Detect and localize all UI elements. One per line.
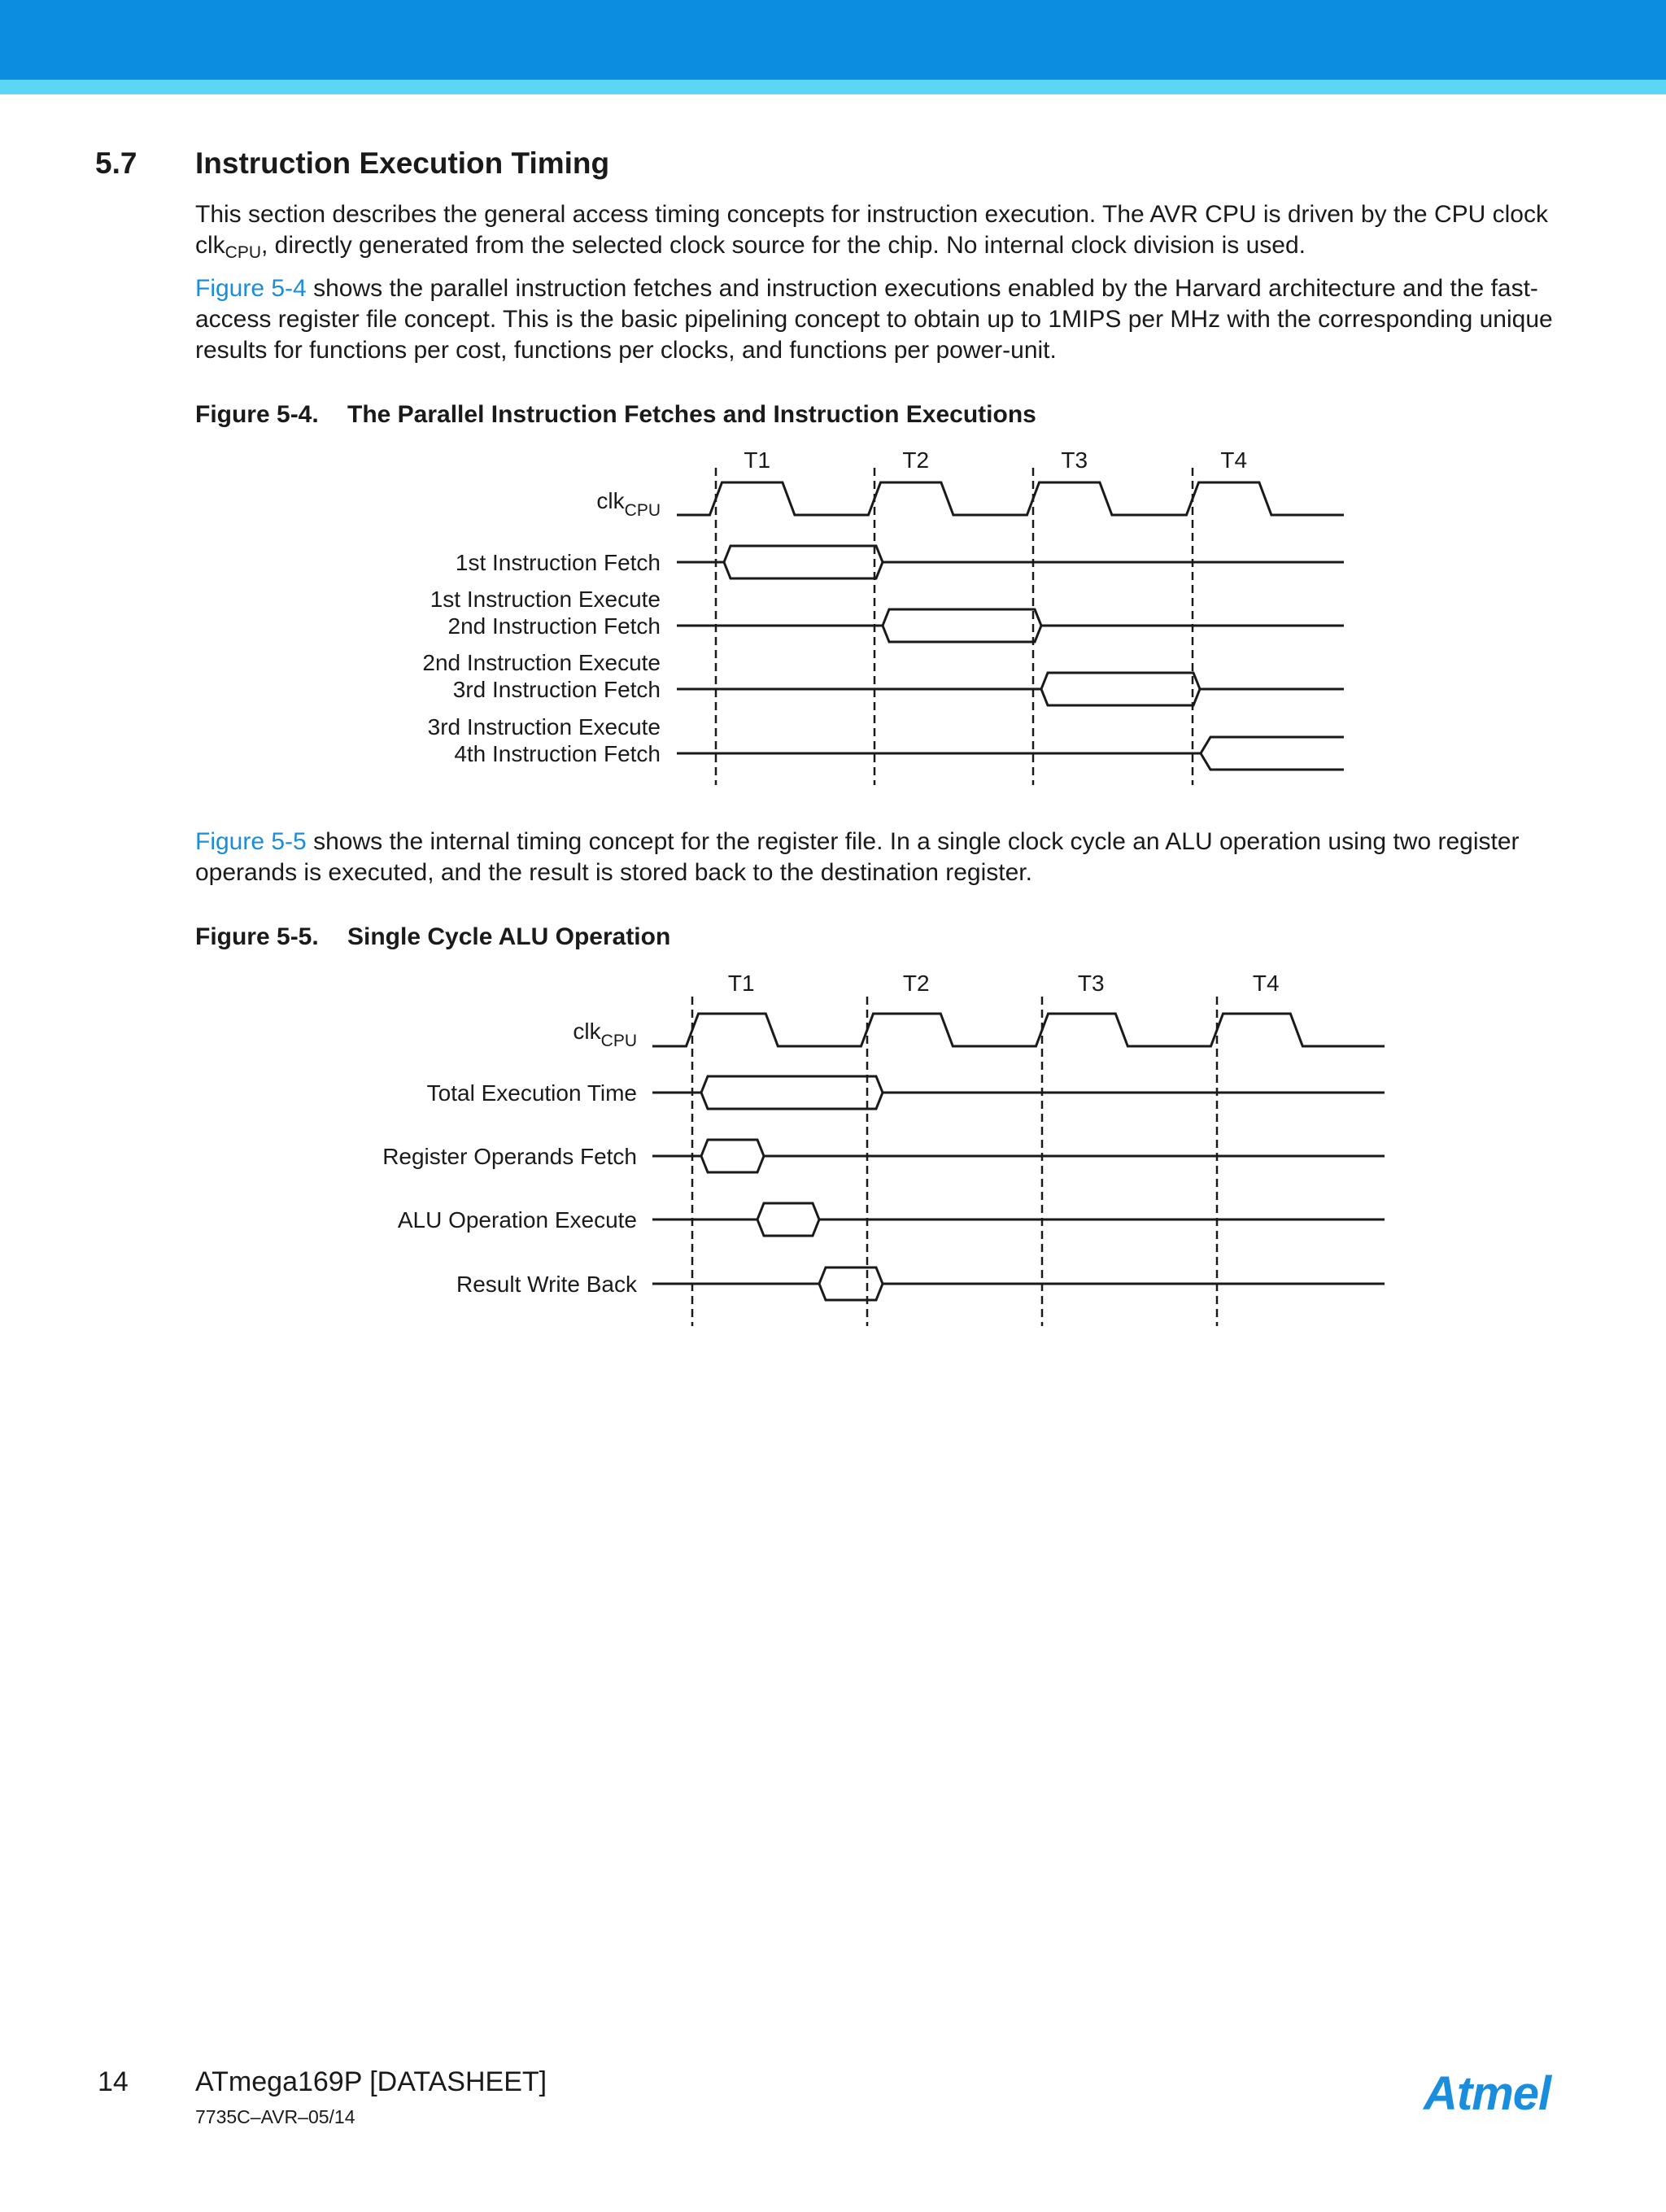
signal-label: 1st Instruction Fetch (455, 550, 661, 575)
active-interval (1201, 753, 1344, 770)
figure-5-4-title: The Parallel Instruction Fetches and Instruction Executions (347, 401, 1036, 428)
footer-page-number: 14 (98, 2066, 129, 2097)
active-interval (883, 609, 1041, 642)
signal-label: Result Write Back (456, 1272, 637, 1297)
signal-label: 2nd Instruction Execute 3rd Instruction Fetch (422, 650, 661, 702)
clock-label: clk$_{CPU}$ (596, 488, 661, 520)
active-interval (819, 1267, 883, 1300)
active-interval (1041, 673, 1200, 705)
header-bar (0, 0, 1666, 80)
active-interval (724, 546, 883, 578)
active-interval (701, 1076, 883, 1109)
footer-title: ATmega169P [DATASHEET] (195, 2066, 547, 2097)
period-label: T1 (744, 447, 771, 473)
atmel-logo: Atmel (1424, 2067, 1551, 2120)
signal-label: Total Execution Time (426, 1080, 637, 1106)
figure-5-5-paragraph-text: shows the internal timing concept for the register file. In a single clock cycle an ALU operation using two register operands is executed, and the result is stored back to the destination register. (195, 828, 1520, 886)
figure-5-4-number: Figure 5-4. (195, 401, 319, 428)
footer-doc-number: 7735C–AVR–05/14 (195, 2106, 355, 2127)
intro-text-1: This section describes the general access timing concepts for instruction execution. The AVR CPU is driven by the CPU clock clk (195, 201, 1548, 259)
figure-5-5-caption (195, 923, 670, 951)
clock-waveform (677, 482, 1344, 515)
figure-5-4-timing-diagram (0, 439, 1666, 797)
figure-5-4-paragraph-text: shows the parallel instruction fetches and instruction executions enabled by the Harvard architecture and the fast-access register file concept. This is the basic pipelining concept to obtain up to 1MIPS per MHz with the corresponding unique results for functions per cost, functions per clocks, and functions per power-unit. (195, 275, 1553, 364)
period-label: T3 (1061, 447, 1088, 473)
active-interval (757, 1203, 819, 1236)
clock-label: clk$_{CPU}$ (573, 1019, 637, 1050)
signal-label: 3rd Instruction Execute 4th Instruction Fetch (427, 714, 661, 766)
figure-5-5-link[interactable]: Figure 5-5 (195, 828, 307, 855)
figure-5-5-timing-diagram (0, 960, 1666, 1334)
period-label: T2 (902, 971, 930, 996)
intro-paragraph (195, 199, 1578, 261)
clock-waveform (652, 1014, 1385, 1046)
figure-5-4-link[interactable]: Figure 5-4 (195, 275, 307, 302)
active-interval (1201, 737, 1344, 753)
figure-5-5-title: Single Cycle ALU Operation (347, 923, 671, 950)
header-stripe (0, 80, 1666, 94)
intro-text-2: , directly generated from the selected clock source for the chip. No internal clock division is used. (261, 232, 1306, 259)
figure-5-4-caption (195, 401, 1036, 429)
period-label: T2 (902, 447, 930, 473)
signal-label: 1st Instruction Execute 2nd Instruction Fetch (430, 587, 661, 639)
figure-5-4-paragraph (195, 273, 1578, 366)
intro-subscript: CPU (225, 243, 262, 262)
signal-label: ALU Operation Execute (397, 1207, 637, 1233)
active-interval (701, 1140, 764, 1172)
period-label: T4 (1252, 971, 1280, 996)
section-number: 5.7 (95, 146, 137, 180)
period-label: T4 (1220, 447, 1248, 473)
period-label: T3 (1077, 971, 1105, 996)
figure-5-5-number: Figure 5-5. (195, 923, 319, 950)
section-title: Instruction Execution Timing (195, 146, 610, 180)
figure-5-5-paragraph (195, 827, 1578, 888)
period-label: T1 (727, 971, 755, 996)
signal-label: Register Operands Fetch (382, 1144, 637, 1169)
